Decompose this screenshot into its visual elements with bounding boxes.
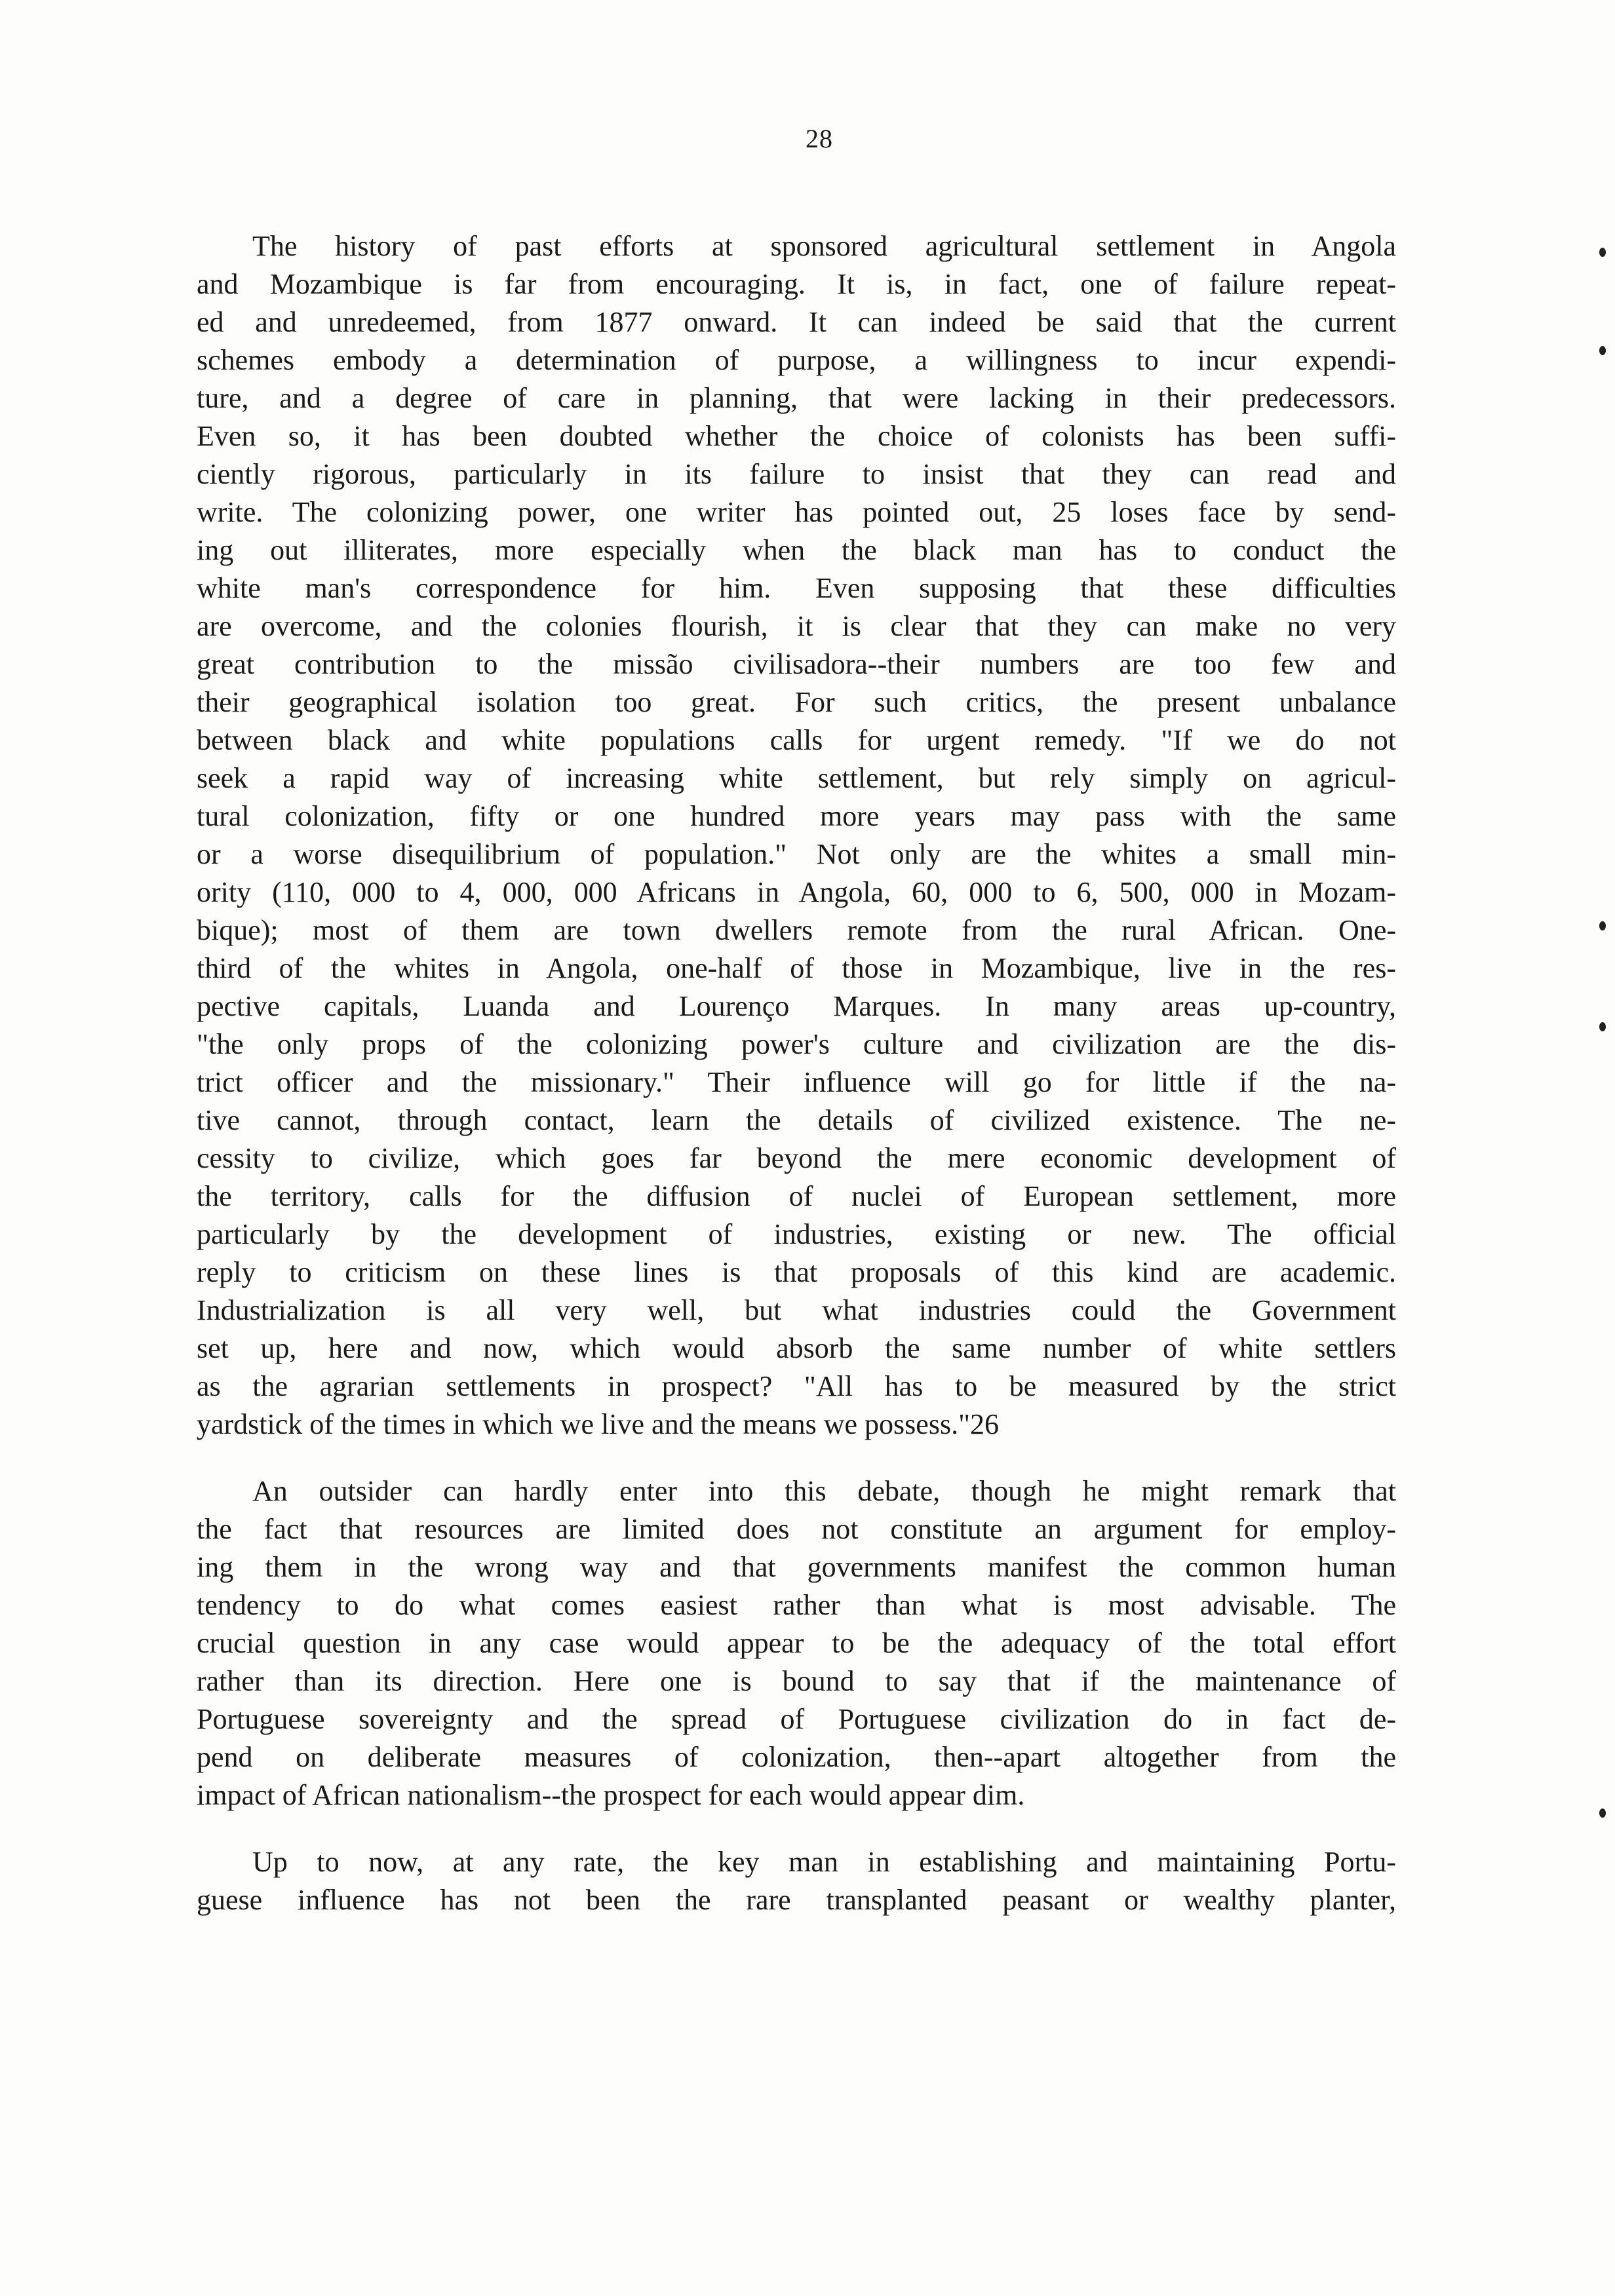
- text-line: cessity to civilize, which goes far beyond the mere economic development of: [197, 1142, 1396, 1174]
- text-line: pend on deliberate measures of colonization, then--apart altogether from the: [197, 1741, 1396, 1773]
- text-line: rather than its direction. Here one is bound to say that if the maintenance of: [197, 1665, 1396, 1697]
- text-line: ing them in the wrong way and that governments manifest the common human: [197, 1551, 1396, 1583]
- text-line: ing out illiterates, more especially when the black man has to conduct the: [197, 534, 1396, 566]
- page-number: 28: [806, 124, 833, 153]
- text-line: the fact that resources are limited does not constitute an argument for employ-: [197, 1513, 1396, 1545]
- text-line: the territory, calls for the diffusion of nuclei of European settlement, more: [197, 1180, 1396, 1212]
- text-line: The history of past efforts at sponsored agricultural settlement in Angola: [252, 230, 1396, 262]
- text-line: ed and unredeemed, from 1877 onward. It can indeed be said that the current: [197, 306, 1396, 338]
- text-line: reply to criticism on these lines is that proposals of this kind are academic.: [197, 1256, 1396, 1288]
- text-line: tive cannot, through contact, learn the details of civilized existence. The ne-: [197, 1104, 1396, 1136]
- scan-speck: [1599, 921, 1606, 930]
- text-line: crucial question in any case would appear to be the adequacy of the total effort: [197, 1627, 1396, 1659]
- scan-speck: [1599, 1808, 1606, 1818]
- text-line: third of the whites in Angola, one-half of those in Mozambique, live in the res-: [197, 952, 1396, 984]
- text-line: ority (110, 000 to 4, 000, 000 Africans in Angola, 60, 000 to 6, 500, 000 in Mozam-: [197, 876, 1396, 908]
- text-line: white man's correspondence for him. Even supposing that these difficulties: [197, 572, 1396, 604]
- scan-speck: [1599, 1022, 1606, 1031]
- text-line: set up, here and now, which would absorb the same number of white settlers: [197, 1332, 1396, 1364]
- text-line: bique); most of them are town dwellers remote from the rural African. One-: [197, 914, 1396, 946]
- text-line: ciently rigorous, particularly in its failure to insist that they can read and: [197, 458, 1396, 490]
- text-line: pective capitals, Luanda and Lourenço Marques. In many areas up-country,: [197, 990, 1396, 1022]
- text-line: are overcome, and the colonies flourish, it is clear that they can make no very: [197, 610, 1396, 642]
- text-line: schemes embody a determination of purpose, a willingness to incur expendi-: [197, 344, 1396, 376]
- text-line: impact of African nationalism--the prospect for each would appear dim.: [197, 1779, 1025, 1811]
- text-line: Even so, it has been doubted whether the choice of colonists has been suffi-: [197, 420, 1396, 452]
- text-line: seek a rapid way of increasing white settlement, but rely simply on agricul-: [197, 762, 1396, 794]
- text-line: as the agrarian settlements in prospect? "All has to be measured by the strict: [197, 1370, 1396, 1402]
- text-line: tendency to do what comes easiest rather than what is most advisable. The: [197, 1589, 1396, 1621]
- text-line: write. The colonizing power, one writer has pointed out, 25 loses face by send-: [197, 496, 1396, 528]
- scan-speck: [1599, 248, 1606, 257]
- text-line: trict officer and the missionary." Their influence will go for little if the na-: [197, 1066, 1396, 1098]
- text-line: yardstick of the times in which we live and the means we possess."26: [197, 1408, 1000, 1440]
- text-line: or a worse disequilibrium of population." Not only are the whites a small min-: [197, 838, 1396, 870]
- text-line: particularly by the development of industries, existing or new. The official: [197, 1218, 1396, 1250]
- text-line: great contribution to the missão civilisadora--their numbers are too few and: [197, 648, 1396, 680]
- text-line: Industrialization is all very well, but what industries could the Government: [197, 1294, 1396, 1326]
- text-line: Up to now, at any rate, the key man in establishing and maintaining Portu-: [252, 1846, 1396, 1878]
- text-line: guese influence has not been the rare transplanted peasant or wealthy planter,: [197, 1884, 1396, 1916]
- text-line: "the only props of the colonizing power's culture and civilization are the dis-: [197, 1028, 1396, 1060]
- text-line: An outsider can hardly enter into this debate, though he might remark that: [252, 1475, 1396, 1507]
- text-line: ture, and a degree of care in planning, that were lacking in their predecessors.: [197, 382, 1396, 414]
- text-line: Portuguese sovereignty and the spread of Portuguese civilization do in fact de-: [197, 1703, 1396, 1735]
- text-line: between black and white populations calls for urgent remedy. "If we do not: [197, 724, 1396, 756]
- scan-speck: [1599, 346, 1606, 355]
- text-line: and Mozambique is far from encouraging. It is, in fact, one of failure repeat-: [197, 268, 1396, 300]
- text-line: their geographical isolation too great. For such critics, the present unbalance: [197, 686, 1396, 718]
- text-line: tural colonization, fifty or one hundred more years may pass with the same: [197, 800, 1396, 832]
